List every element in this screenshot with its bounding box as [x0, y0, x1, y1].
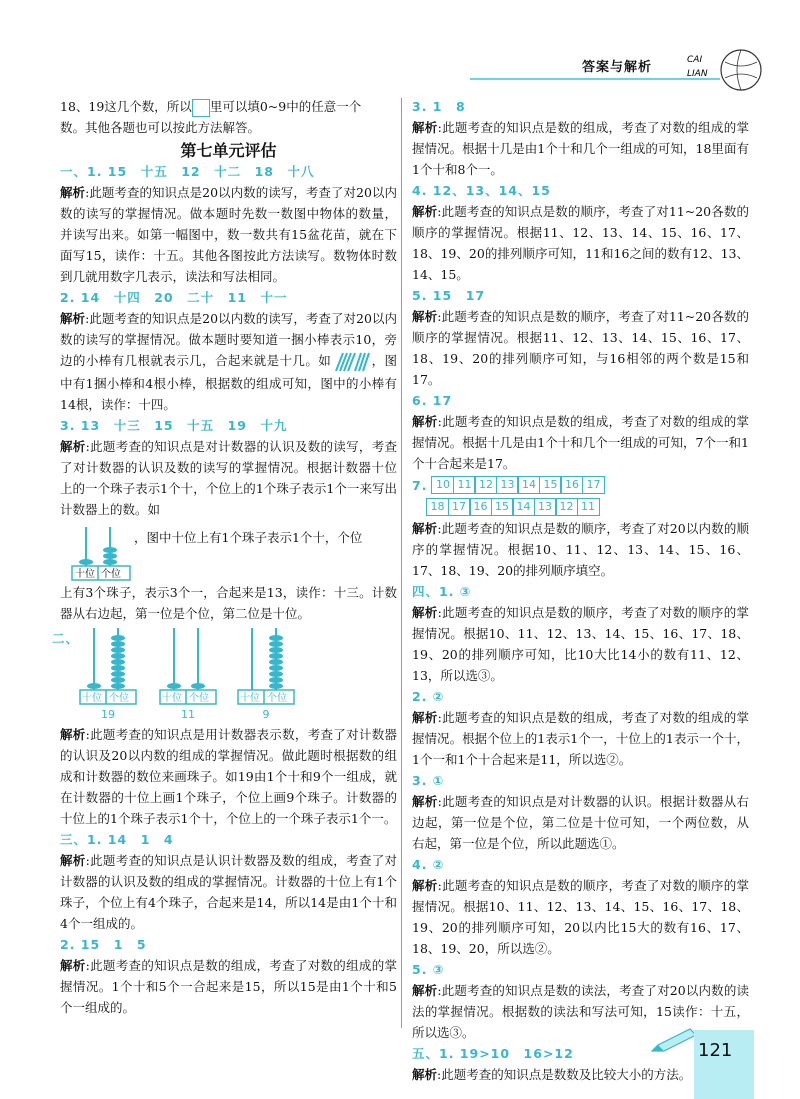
abacus-figure — [160, 628, 216, 721]
explanation — [412, 707, 749, 770]
right-column — [412, 96, 749, 1085]
abacus-figure — [238, 628, 294, 721]
sequence-box: 17 — [582, 476, 605, 494]
sticks-bundle-icon — [331, 351, 371, 373]
sequence-box: 11 — [577, 498, 600, 516]
abacus-value-label: 11 — [181, 707, 195, 721]
ones-bead — [111, 647, 125, 653]
explanation — [412, 117, 749, 180]
explanation — [412, 201, 749, 285]
text-line — [60, 96, 397, 117]
explanation — [60, 436, 397, 520]
column-divider — [401, 98, 402, 1028]
abacus-tens-label: 十位 — [162, 692, 182, 704]
explanation-text: :此题考查的知识点是数的组成，考查了对数的组成的掌握情况。1个十和5个一合起来是15，所以15是由1个十和5个一组成的。 — [60, 957, 397, 1015]
explanation-label: 解析 — [412, 983, 438, 998]
answer-line: 3. 13 十三 15 十五 19 十九 — [60, 417, 288, 433]
abacus-answer-figures — [74, 624, 324, 722]
ones-bead — [269, 635, 283, 641]
ones-bead — [269, 659, 283, 665]
ones-bead — [111, 653, 125, 659]
explanation-text: :此题考查的知识点是数的组成，考查了对数的组成的掌握情况。根据十几是由1个十和几个一组成的可知，18里面有1个十和8个一。 — [412, 120, 749, 177]
answer-line: 4. ② — [412, 857, 445, 872]
explanation — [60, 955, 397, 1018]
sequence-box: 16 — [469, 498, 492, 516]
abacus-tens-label: 十位 — [82, 692, 102, 704]
sequence-box: 12 — [474, 476, 497, 494]
ones-bead — [191, 683, 205, 689]
ones-bead — [111, 677, 125, 683]
explanation-text: :此题考查的知识点是20以内数的读写，考查了对20以内数的读写的掌握情况。做本题时要知道一捆小棒表示10，旁边的小棒有几根就表示几，合起来就是十几。如 — [60, 311, 397, 368]
abacus-example — [60, 522, 134, 582]
sequence-box: 12 — [555, 498, 578, 516]
sequence-box: 15 — [491, 498, 514, 516]
answer-line: 一、1. 15 十五 12 十二 18 十八 — [60, 164, 315, 179]
answer-line: 五、1. 19>10 16>12 — [412, 1046, 574, 1061]
abacus-answers — [52, 624, 397, 724]
answer-line: 5. 15 17 — [412, 288, 486, 303]
explanation-label: 解析 — [60, 438, 86, 454]
explanation-text: :此题考查的知识点是认识计数器及数的组成，考查了对计数器的认识及数的组成的掌握情况。计数器的十位上有1个珠子，个位上有4个珠子，合起来是14，所以14是由1个十和4个一组成的。 — [60, 852, 397, 931]
explanation-text: :此题考查的知识点是数的组成，考查了对数的组成的掌握情况。根据十几是由1个十和几个一组成的可知，7个一和1个十合起来是17。 — [412, 414, 749, 471]
ones-bead — [269, 647, 283, 653]
explanation-label: 解析 — [412, 309, 438, 324]
ones-bead — [269, 683, 283, 689]
explanation-text: :此题考查的知识点是数的读法，考查了对20以内数的读法的掌握情况。根据数的读法和写法可知，15读作：十五，所以选③。 — [412, 983, 749, 1040]
explanation-label: 解析 — [60, 957, 86, 973]
explanation-text: :此题考查的知识点是对计数器的认识。根据计数器从右边起，第一位是个位，第二位是十位可知，一个两位数，从右起，第一位是个位，所以此题选①。 — [412, 794, 749, 851]
abacus-value-label: 9 — [262, 707, 270, 721]
answer-line: 3. 1 8 — [412, 99, 466, 114]
section-label: 二、 — [52, 630, 80, 646]
explanation-label: 解析 — [412, 204, 438, 219]
sequence-box: 11 — [453, 476, 476, 494]
abacus-tens-label: 十位 — [240, 692, 260, 704]
explanation-label: 解析 — [412, 414, 438, 429]
explanation — [60, 724, 397, 829]
sequence-boxes — [431, 476, 603, 494]
ones-bead — [269, 671, 283, 677]
svg-text:LIAN: LIAN — [687, 69, 708, 79]
ones-bead — [111, 665, 125, 671]
ones-bead — [111, 671, 125, 677]
question-number: 7. — [412, 477, 428, 493]
explanation-text: :此题考查的知识点是数的顺序，考查了对数的顺序的掌握情况。根据10、11、12、13、14、15、16、17、18、19、20的排列顺序可知，20以内比15大的数有16、17、18、19、20，所以选②。 — [412, 878, 749, 956]
ones-bead — [111, 641, 125, 647]
sequence-box: 13 — [496, 476, 519, 494]
answer-box — [192, 99, 210, 117]
text-span: 18、19这几个数，所以 — [60, 99, 192, 114]
header-title: 答案与解析 — [582, 60, 653, 75]
explanation-text: :此题考查的知识点是数的顺序，考查了对11~20各数的顺序的掌握情况。根据11、12、13、14、15、16、17、18、19、20的排列顺序可知，11和16之间的数有12、13、14、15。 — [412, 204, 749, 282]
header-rule — [470, 78, 720, 80]
answer-line: 四、1. ③ — [412, 584, 472, 599]
ones-bead — [111, 659, 125, 665]
explanation-label: 解析 — [412, 521, 438, 536]
explanation — [412, 411, 749, 474]
explanation-label: 解析 — [60, 185, 86, 200]
ones-bead — [269, 665, 283, 671]
explanation — [412, 791, 749, 854]
ones-bead — [111, 635, 125, 641]
abacus-value-label: 19 — [101, 707, 115, 721]
explanation — [412, 306, 749, 390]
left-column — [52, 96, 397, 1018]
sequence-box: 10 — [431, 476, 454, 494]
explanation — [412, 518, 749, 581]
explanation-text: :此题考查的知识点是数的顺序，考查了对20以内数的顺序的掌握情况。根据10、11、12、13、14、15、16、17、18、19、20的排列顺序填空。 — [412, 521, 749, 578]
sequence-box: 15 — [539, 476, 562, 494]
tens-bead — [167, 683, 181, 689]
explanation-label: 解析 — [412, 710, 438, 725]
abacus-ones-label: 个位 — [101, 568, 121, 580]
explanation-text: :此题考查的知识点是数数及比较大小的方法。 — [437, 1067, 692, 1082]
answer-line: 3. ① — [412, 773, 445, 788]
explanation-text: 上有3个珠子，表示3个一，合起来是13，读作：十三。计数器从右边起，第一位是个位，第二位是十位。 — [60, 584, 397, 621]
explanation — [60, 308, 397, 415]
answer-line: 5. ③ — [412, 962, 445, 977]
explanation-text: :此题考查的知识点是数的顺序，考查了对11~20各数的顺序的掌握情况。根据11、12、13、14、15、16、17、18、19、20的排列顺序可知，与16相邻的两个数是15和17。 — [412, 309, 749, 387]
page-number-tab — [694, 1030, 754, 1099]
svg-text:CAI: CAI — [687, 55, 703, 65]
explanation-label: 解析 — [60, 726, 86, 742]
globe-logo-icon — [685, 40, 765, 100]
explanation-text: :此题考查的知识点是数的顺序，考查了对数的顺序的掌握情况。根据10、11、12、13、14、15、16、17、18、19、20的排列顺序可知，比10大比14小的数有11、12、13，所以选③。 — [412, 605, 749, 683]
sequence-box: 13 — [534, 498, 557, 516]
sequence-box: 14 — [512, 498, 535, 516]
explanation-label: 解析 — [412, 878, 438, 893]
explanation-text: :此题考查的知识点是用计数器表示数，考查了对计数器的认识及20以内数的组成的掌握情况。做此题时根据数的组成和计数器的数位来画珠子。如19由1个十和9个一组成，就在计数器的十位上画1个珠子，个位上画9个珠子。计数器的十位上的1个珠子表示1个十，个位上的一个珠子表示1个一。 — [60, 726, 397, 826]
explanation-text: ，图中十位上有1个珠子表示1个十，个位 — [134, 529, 363, 545]
pencil-icon — [650, 1025, 700, 1055]
answer-line: 2. 14 十四 20 二十 11 十一 — [60, 290, 288, 305]
section-title: 第七单元评估 — [180, 141, 277, 160]
sequence-box: 16 — [560, 476, 583, 494]
abacus-ones-label: 个位 — [267, 692, 287, 704]
sequence-box: 17 — [448, 498, 471, 516]
sequence-row-1 — [412, 474, 749, 496]
sequence-box: 18 — [426, 498, 449, 516]
answer-line: 三、1. 14 1 4 — [60, 831, 174, 847]
abacus-example-row — [60, 520, 397, 582]
explanation — [412, 602, 749, 686]
answer-line: 6. 17 — [412, 393, 453, 408]
abacus-figure — [80, 628, 136, 721]
sequence-boxes — [426, 498, 749, 516]
abacus-ones-label: 个位 — [189, 692, 209, 704]
explanation-text: :此题考查的知识点是数的组成，考查了对数的组成的掌握情况。根据个位上的1表示1个一，十位上的1表示一个十，1个一和1个十合起来是11，所以选②。 — [412, 710, 749, 767]
explanation-label: 解析 — [412, 120, 438, 135]
explanation — [60, 182, 397, 287]
ones-bead — [269, 641, 283, 647]
answer-line: 2. ② — [412, 689, 445, 704]
ones-bead — [111, 683, 125, 689]
explanation-label: 解析 — [60, 311, 86, 326]
explanation-text: :此题考查的知识点是20以内数的读写，考查了对20以内数的读写的掌握情况。做本题时先数一数图中物体的数量，并读写出来。如第一幅图中，数一数共有15盆花苗，就在下面写15，读作：十五。其他各图按此方法读写。数物体时数到几就用数字几表示，读法和写法相同。 — [60, 185, 397, 284]
explanation-text: :此题考查的知识点是对计数器的认识及数的读写，考查了对计数器的认识及数的读写的掌握情况。根据计数器十位上的一个珠子表示1个十，个位上的1个珠子表示1个一来写出计数器上的数。如 — [60, 438, 397, 517]
explanation — [412, 875, 749, 959]
abacus-ones-label: 个位 — [109, 692, 129, 704]
explanation-label: 解析 — [60, 852, 86, 868]
answer-line: 4. 12、13、14、15 — [412, 183, 551, 198]
sequence-box: 14 — [517, 476, 540, 494]
ones-bead — [269, 677, 283, 683]
explanation-label: 解析 — [412, 794, 438, 809]
tens-bead — [87, 683, 101, 689]
text-line: 数。其他各题也可以按此方法解答。 — [60, 120, 261, 135]
answer-line: 2. 15 1 5 — [60, 936, 147, 952]
explanation — [60, 850, 397, 934]
abacus-tens-label: 十位 — [75, 568, 95, 580]
explanation-label: 解析 — [412, 605, 438, 620]
text-span: 里可以填0~9中的任意一个 — [209, 99, 362, 114]
explanation-text: ，图中有1捆小棒和4根小棒，根据数的组成可知，图中的小棒有14根，读作：十四。 — [60, 353, 397, 412]
page-number: 121 — [698, 1040, 733, 1061]
ones-bead — [269, 653, 283, 659]
explanation-label: 解析 — [412, 1067, 438, 1082]
